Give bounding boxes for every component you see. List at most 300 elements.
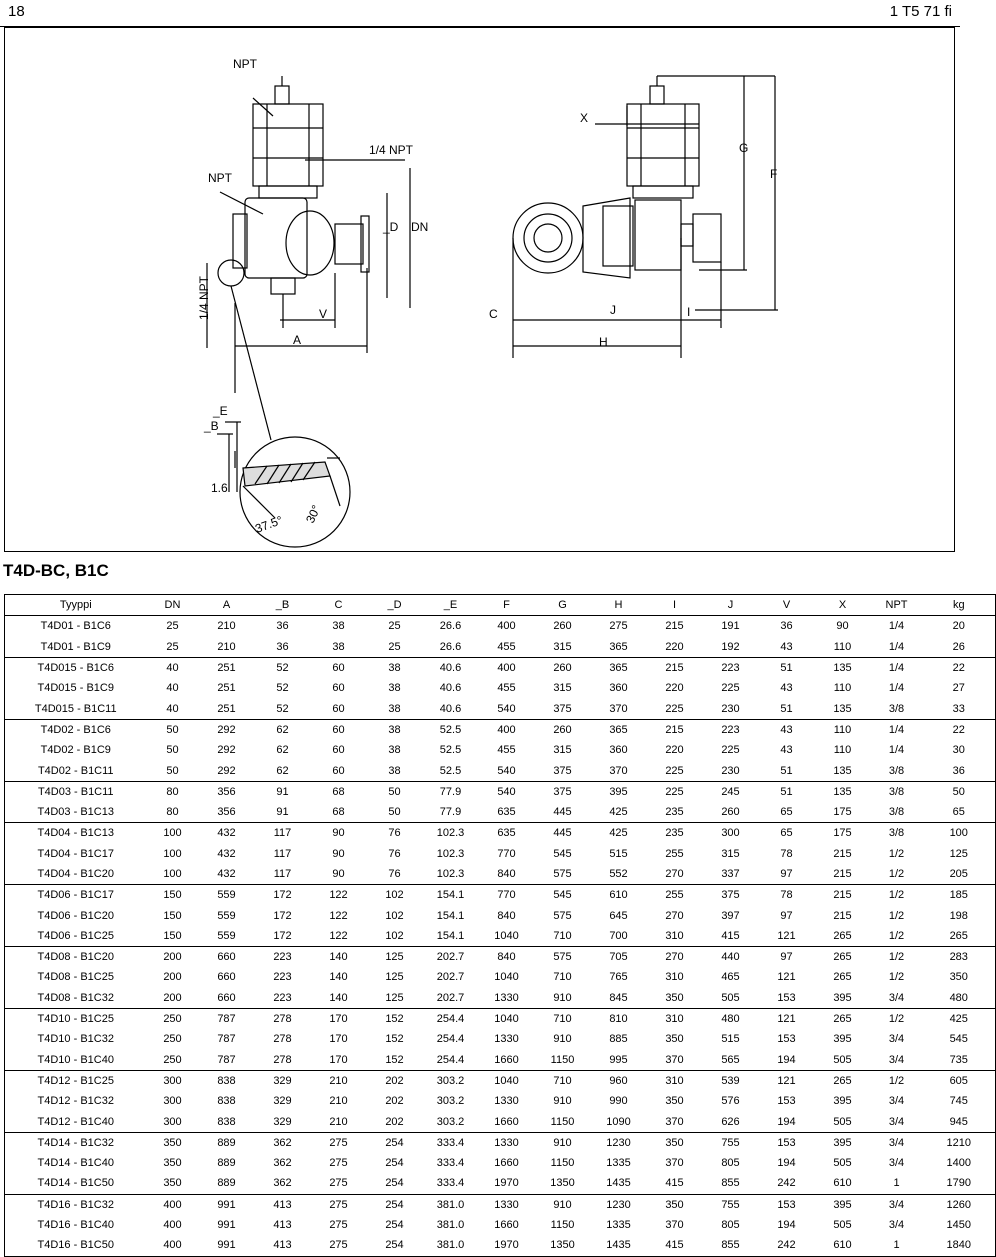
page-header	[0, 0, 960, 27]
value-cell: 1090	[591, 1111, 647, 1132]
value-cell: 1660	[494, 1157, 519, 1170]
value-cell: 3/8	[871, 760, 923, 781]
value-cell: 210	[199, 637, 255, 658]
value-cell: 210	[311, 1111, 367, 1132]
value-cell: 735	[923, 1050, 996, 1071]
value-cell: 480	[721, 1013, 740, 1026]
value-cell: 455	[497, 744, 516, 757]
value-cell: 235	[665, 827, 684, 840]
value-cell: 1970	[494, 1239, 519, 1252]
valve-drawing	[5, 28, 956, 553]
value-cell: 1/4	[888, 662, 905, 675]
value-cell: 121	[759, 926, 815, 947]
value-cell: 121	[777, 1074, 796, 1087]
value-cell: 1790	[923, 1173, 996, 1194]
value-cell: 356	[217, 785, 236, 798]
type-cell: T4D14 - B1C32	[37, 1136, 114, 1149]
value-cell: 370	[591, 698, 647, 719]
column-header: A	[199, 595, 255, 616]
value-cell: 52	[255, 698, 311, 719]
type-cell: T4D12 - B1C32	[37, 1095, 114, 1108]
value-cell: 505	[833, 1219, 852, 1232]
value-cell: 152	[385, 1013, 404, 1026]
value-cell: 310	[665, 1013, 684, 1026]
value-cell: 1040	[494, 971, 519, 984]
value-cell: 370	[591, 760, 647, 781]
column-header: J	[703, 595, 759, 616]
value-cell: 260	[553, 662, 572, 675]
value-cell: 194	[759, 1111, 815, 1132]
value-cell: 50	[166, 723, 179, 736]
value-cell: 110	[833, 682, 852, 695]
value-cell: 30	[952, 744, 965, 757]
value-cell: 135	[833, 785, 852, 798]
value-cell: 200	[163, 971, 182, 984]
value-cell: 333.4	[436, 1136, 465, 1149]
type-cell: T4D16 - B1C40	[37, 1219, 114, 1232]
value-cell: 575	[535, 864, 591, 885]
table-row	[5, 1194, 996, 1215]
value-cell: 270	[665, 951, 684, 964]
value-cell: 576	[721, 1095, 740, 1108]
value-cell: 215	[665, 723, 684, 736]
value-cell: 278	[273, 1013, 292, 1026]
value-cell: 191	[721, 620, 740, 633]
column-header: _E	[423, 595, 479, 616]
value-cell: 375	[553, 785, 572, 798]
value-cell: 1/2	[888, 951, 905, 964]
value-cell: 333.4	[436, 1157, 465, 1170]
value-cell: 278	[273, 1033, 292, 1046]
page-number: 18	[8, 3, 25, 20]
value-cell: 250	[147, 1050, 199, 1071]
value-cell: 265	[833, 1074, 852, 1087]
value-cell: 135	[815, 760, 871, 781]
value-cell: 110	[815, 637, 871, 658]
value-cell: 254.4	[436, 1013, 465, 1026]
value-cell: 700	[591, 926, 647, 947]
value-cell: 303.2	[436, 1074, 465, 1087]
value-cell: 26	[923, 637, 996, 658]
value-cell: 194	[777, 1157, 796, 1170]
table-row	[5, 947, 996, 968]
value-cell: 40.6	[439, 682, 462, 695]
value-cell: 245	[721, 785, 740, 798]
table-row	[5, 781, 996, 802]
value-cell: 270	[647, 864, 703, 885]
value-cell: 1/2	[888, 847, 905, 860]
value-cell: 62	[255, 760, 311, 781]
value-cell: 515	[609, 847, 628, 860]
value-cell: 153	[777, 1136, 796, 1149]
value-cell: 220	[665, 744, 684, 757]
value-cell: 350	[647, 988, 703, 1009]
value-cell: 172	[273, 889, 292, 902]
value-cell: 3/4	[888, 1198, 905, 1211]
value-cell: 275	[329, 1239, 348, 1252]
type-cell: T4D04 - B1C13	[37, 827, 114, 840]
value-cell: 1/2	[888, 909, 905, 922]
value-cell: 350	[163, 1157, 182, 1170]
value-cell: 260	[553, 723, 572, 736]
value-cell: 415	[647, 1173, 703, 1194]
type-cell: T4D04 - B1C17	[37, 847, 114, 860]
value-cell: 80	[147, 802, 199, 823]
value-cell: 215	[833, 847, 852, 860]
value-cell: 889	[217, 1157, 236, 1170]
value-cell: 202.7	[423, 988, 479, 1009]
value-cell: 575	[553, 909, 572, 922]
value-cell: 22	[952, 662, 965, 675]
value-cell: 255	[665, 847, 684, 860]
value-cell: 275	[311, 1173, 367, 1194]
value-cell: 1/4	[888, 744, 905, 757]
value-cell: 27	[952, 682, 965, 695]
value-cell: 50	[166, 744, 179, 757]
table-row	[5, 1070, 996, 1091]
value-cell: 251	[217, 662, 236, 675]
value-cell: 220	[665, 682, 684, 695]
type-cell: T4D01 - B1C9	[5, 637, 147, 658]
column-header: _B	[255, 595, 311, 616]
table-row	[5, 1132, 996, 1153]
label-e: _E	[213, 404, 228, 418]
value-cell: 40	[166, 662, 179, 675]
value-cell: 62	[276, 744, 289, 757]
value-cell: 565	[703, 1050, 759, 1071]
column-header: NPT	[871, 595, 923, 616]
value-cell: 505	[703, 988, 759, 1009]
value-cell: 242	[759, 1173, 815, 1194]
value-cell: 125	[385, 971, 404, 984]
value-cell: 1330	[479, 988, 535, 1009]
value-cell: 329	[255, 1111, 311, 1132]
value-cell: 1/2	[888, 971, 905, 984]
value-cell: 154.1	[436, 889, 465, 902]
value-cell: 38	[367, 698, 423, 719]
value-cell: 400	[163, 1219, 182, 1232]
value-cell: 855	[703, 1173, 759, 1194]
value-cell: 413	[273, 1219, 292, 1232]
value-cell: 755	[721, 1136, 740, 1149]
value-cell: 102	[385, 889, 404, 902]
value-cell: 26.6	[423, 637, 479, 658]
value-cell: 1330	[494, 1198, 519, 1211]
value-cell: 97	[780, 951, 793, 964]
value-cell: 991	[217, 1198, 236, 1211]
value-cell: 154.1	[423, 926, 479, 947]
value-cell: 170	[311, 1050, 367, 1071]
value-cell: 397	[721, 909, 740, 922]
type-cell: T4D12 - B1C25	[37, 1074, 114, 1087]
value-cell: 440	[721, 951, 740, 964]
type-cell: T4D10 - B1C32	[37, 1033, 114, 1046]
value-cell: 250	[163, 1033, 182, 1046]
type-cell: T4D16 - B1C32	[37, 1198, 114, 1211]
type-cell: T4D16 - B1C50	[37, 1239, 114, 1252]
table-row	[5, 1153, 996, 1173]
value-cell: 1150	[550, 1157, 575, 1170]
value-cell: 455	[479, 637, 535, 658]
label-b: _B	[204, 419, 219, 433]
value-cell: 375	[721, 889, 740, 902]
value-cell: 1350	[535, 1173, 591, 1194]
table-row	[5, 1008, 996, 1029]
label-angle-2: 30°	[303, 502, 324, 526]
label-angle-1: 37.5°	[253, 513, 285, 536]
type-cell: T4D015 - B1C11	[5, 698, 147, 719]
value-cell: 362	[273, 1157, 292, 1170]
value-cell: 36	[255, 637, 311, 658]
value-cell: 225	[647, 760, 703, 781]
value-cell: 300	[163, 1074, 182, 1087]
value-cell: 170	[329, 1033, 348, 1046]
value-cell: 840	[497, 951, 516, 964]
value-cell: 413	[273, 1198, 292, 1211]
value-cell: 270	[665, 909, 684, 922]
value-cell: 275	[329, 1219, 348, 1232]
value-cell: 292	[199, 760, 255, 781]
value-cell: 365	[609, 723, 628, 736]
value-cell: 745	[949, 1095, 968, 1108]
value-cell: 65	[923, 802, 996, 823]
value-cell: 76	[388, 827, 401, 840]
value-cell: 1/2	[888, 1074, 905, 1087]
value-cell: 400	[497, 723, 516, 736]
value-cell: 90	[332, 847, 345, 860]
value-cell: 78	[780, 847, 793, 860]
value-cell: 170	[329, 1013, 348, 1026]
value-cell: 150	[147, 926, 199, 947]
value-cell: 310	[665, 1074, 684, 1087]
value-cell: 254	[385, 1198, 404, 1211]
table-header-row	[5, 595, 996, 616]
value-cell: 220	[647, 637, 703, 658]
value-cell: 350	[147, 1173, 199, 1194]
value-cell: 787	[217, 1033, 236, 1046]
value-cell: 337	[703, 864, 759, 885]
label-x: X	[580, 111, 589, 125]
value-cell: 991	[217, 1219, 236, 1232]
value-cell: 91	[255, 802, 311, 823]
value-cell: 152	[385, 1033, 404, 1046]
value-cell: 415	[703, 926, 759, 947]
value-cell: 1400	[946, 1157, 971, 1170]
value-cell: 333.4	[423, 1173, 479, 1194]
value-cell: 50	[147, 760, 199, 781]
value-cell: 350	[665, 1095, 684, 1108]
value-cell: 710	[553, 1013, 572, 1026]
value-cell: 102	[367, 926, 423, 947]
value-cell: 175	[815, 802, 871, 823]
value-cell: 265	[923, 926, 996, 947]
label-c: C	[489, 307, 498, 321]
value-cell: 52	[276, 682, 289, 695]
table-row	[5, 637, 996, 658]
value-cell: 230	[703, 760, 759, 781]
value-cell: 1660	[479, 1050, 535, 1071]
value-cell: 202	[367, 1111, 423, 1132]
value-cell: 51	[759, 698, 815, 719]
value-cell: 381.0	[436, 1239, 465, 1252]
value-cell: 283	[949, 951, 968, 964]
value-cell: 100	[949, 827, 968, 840]
technical-drawing	[4, 27, 955, 552]
type-cell: T4D12 - B1C40	[5, 1111, 147, 1132]
value-cell: 202	[385, 1074, 404, 1087]
column-header: kg	[923, 595, 996, 616]
value-cell: 445	[535, 802, 591, 823]
table-row	[5, 657, 996, 678]
value-cell: 140	[311, 988, 367, 1009]
value-cell: 3/4	[888, 1136, 905, 1149]
value-cell: 400	[497, 662, 516, 675]
value-cell: 117	[273, 827, 292, 840]
value-cell: 40	[147, 698, 199, 719]
value-cell: 250	[163, 1013, 182, 1026]
value-cell: 356	[199, 802, 255, 823]
value-cell: 43	[780, 682, 793, 695]
value-cell: 254.4	[436, 1033, 465, 1046]
actuator-body-left	[253, 104, 323, 186]
value-cell: 1330	[494, 1033, 519, 1046]
value-cell: 275	[329, 1198, 348, 1211]
table-row	[5, 1215, 996, 1235]
value-cell: 135	[833, 662, 852, 675]
value-cell: 25	[147, 637, 199, 658]
value-cell: 255	[665, 889, 684, 902]
value-cell: 3/8	[871, 802, 923, 823]
type-cell: T4D02 - B1C6	[40, 723, 111, 736]
type-cell: T4D14 - B1C50	[5, 1173, 147, 1194]
value-cell: 910	[535, 988, 591, 1009]
section-title: T4D-BC, B1C	[3, 561, 109, 580]
value-cell: 395	[833, 1033, 852, 1046]
value-cell: 1435	[606, 1239, 631, 1252]
value-cell: 1230	[606, 1136, 631, 1149]
value-cell: 1/2	[888, 1013, 905, 1026]
table-row	[5, 864, 996, 885]
value-cell: 80	[166, 785, 179, 798]
value-cell: 20	[952, 620, 965, 633]
value-cell: 505	[815, 1111, 871, 1132]
column-header: F	[479, 595, 535, 616]
value-cell: 1/4	[888, 620, 905, 633]
value-cell: 1335	[606, 1219, 631, 1232]
value-cell: 202	[385, 1095, 404, 1108]
value-cell: 838	[217, 1095, 236, 1108]
value-cell: 315	[553, 682, 572, 695]
value-cell: 192	[703, 637, 759, 658]
value-cell: 559	[217, 909, 236, 922]
value-cell: 215	[665, 662, 684, 675]
value-cell: 552	[591, 864, 647, 885]
value-cell: 425	[609, 827, 628, 840]
value-cell: 805	[721, 1157, 740, 1170]
column-header: DN	[147, 595, 199, 616]
label-dn: DN	[411, 220, 429, 234]
value-cell: 705	[609, 951, 628, 964]
value-cell: 1330	[494, 1095, 519, 1108]
value-cell: 303.2	[436, 1095, 465, 1108]
value-cell: 25	[166, 620, 179, 633]
value-cell: 889	[217, 1136, 236, 1149]
value-cell: 43	[780, 723, 793, 736]
value-cell: 660	[217, 971, 236, 984]
value-cell: 77.9	[439, 785, 462, 798]
value-cell: 110	[833, 744, 852, 757]
value-cell: 51	[780, 662, 793, 675]
value-cell: 838	[217, 1074, 236, 1087]
value-cell: 995	[591, 1050, 647, 1071]
value-cell: 3/4	[871, 1111, 923, 1132]
value-cell: 292	[217, 744, 236, 757]
value-cell: 432	[217, 827, 236, 840]
value-cell: 52	[276, 662, 289, 675]
value-cell: 610	[609, 889, 628, 902]
value-cell: 370	[665, 1219, 684, 1232]
value-cell: 90	[332, 827, 345, 840]
column-header: G	[535, 595, 591, 616]
value-cell: 102.3	[423, 864, 479, 885]
value-cell: 76	[367, 864, 423, 885]
value-cell: 251	[217, 682, 236, 695]
value-cell: 38	[388, 682, 401, 695]
value-cell: 515	[721, 1033, 740, 1046]
value-cell: 1150	[535, 1050, 591, 1071]
value-cell: 210	[329, 1074, 348, 1087]
value-cell: 33	[923, 698, 996, 719]
value-cell: 540	[497, 785, 516, 798]
table-row	[5, 844, 996, 864]
value-cell: 225	[721, 744, 740, 757]
value-cell: 60	[332, 662, 345, 675]
value-cell: 1450	[946, 1219, 971, 1232]
value-cell: 838	[199, 1111, 255, 1132]
value-cell: 254	[385, 1136, 404, 1149]
table-row	[5, 1029, 996, 1049]
value-cell: 455	[497, 682, 516, 695]
value-cell: 370	[647, 1111, 703, 1132]
value-cell: 3/4	[888, 1095, 905, 1108]
value-cell: 125	[949, 847, 968, 860]
value-cell: 36	[923, 760, 996, 781]
value-cell: 610	[815, 1173, 871, 1194]
value-cell: 1330	[494, 1136, 519, 1149]
value-cell: 152	[367, 1050, 423, 1071]
value-cell: 60	[332, 682, 345, 695]
value-cell: 117	[255, 864, 311, 885]
value-cell: 810	[609, 1013, 628, 1026]
value-cell: 1	[871, 1173, 923, 1194]
value-cell: 97	[780, 909, 793, 922]
column-header: _D	[367, 595, 423, 616]
value-cell: 76	[388, 847, 401, 860]
value-cell: 432	[199, 864, 255, 885]
value-cell: 140	[329, 971, 348, 984]
value-cell: 38	[311, 637, 367, 658]
value-cell: 545	[553, 889, 572, 902]
value-cell: 559	[199, 926, 255, 947]
value-cell: 990	[609, 1095, 628, 1108]
value-cell: 40.6	[439, 662, 462, 675]
value-cell: 375	[535, 760, 591, 781]
value-cell: 991	[217, 1239, 236, 1252]
value-cell: 100	[163, 847, 182, 860]
table-row	[5, 1050, 996, 1071]
value-cell: 38	[388, 744, 401, 757]
value-cell: 855	[721, 1239, 740, 1252]
